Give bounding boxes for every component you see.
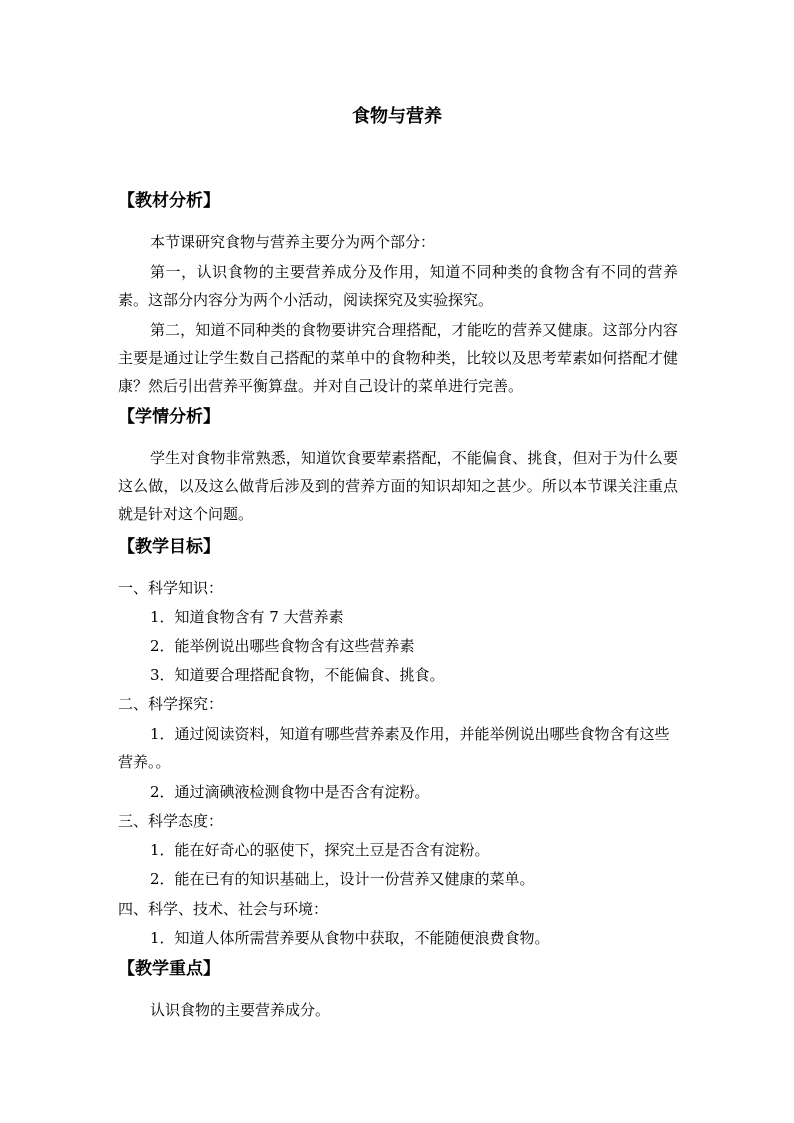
goal-item: 3．知道要合理搭配食物，不能偏食、挑食。 [150,666,445,684]
keypoint-paragraph-1: 认识食物的主要营养成分。 [150,1001,331,1019]
section-heading-keypoint: 【教学重点】 [118,959,220,979]
goal-item: 2．通过滴碘液检测食物中是否含有淀粉。 [150,783,430,801]
goal-item: 1．能在好奇心的驱使下，探究土豆是否含有淀粉。 [150,841,490,859]
section-heading-analysis: 【教材分析】 [118,191,220,211]
goal-item: 1．通过阅读资料，知道有哪些营养素及作用，并能举例说出哪些食物含有这些营养。。 [118,725,670,771]
goal-group-label: 三、科学态度： [118,812,224,830]
goal-group-label: 四、科学、技术、社会与环境： [118,900,329,918]
goal-item: 1．知道人体所需营养要从食物中获取，不能随便浪费食物。 [150,929,550,947]
analysis-paragraph-1: 本节课研究食物与营养主要分为两个部分： [150,233,436,251]
analysis-paragraph-3: 第二，知道不同种类的食物要讲究合理搭配，才能吃的营养又健康。这部分内容主要是通过让学生数自己搭配的菜单中的食物种类，比较以及思考荤素如何搭配才健康？然后引出营养平衡算盘。并对自己设计的菜单进行完善。 [118,321,678,395]
document-title: 食物与营养 [352,106,442,127]
goal-item: 2．能在已有的知识基础上，设计一份营养又健康的菜单。 [150,870,535,888]
section-heading-students: 【学情分析】 [118,407,220,427]
goal-group-label: 二、科学探究： [118,695,224,713]
goal-group-label: 一、科学知识： [118,579,224,597]
section-heading-goals: 【教学目标】 [118,537,220,557]
students-paragraph-1: 学生对食物非常熟悉，知道饮食要荤素搭配，不能偏食、挑食，但对于为什么要这么做，以及这么做背后涉及到的营养方面的知识却知之甚少。所以本节课关注重点就是针对这个问题。 [118,449,678,523]
analysis-paragraph-2: 第一，认识食物的主要营养成分及作用，知道不同种类的食物含有不同的营养素。这部分内容分为两个小活动，阅读探究及实验探究。 [118,263,678,309]
goal-item: 1．知道食物含有 7 大营养素 [150,608,344,626]
goal-item: 2．能举例说出哪些食物含有这些营养素 [150,637,415,655]
